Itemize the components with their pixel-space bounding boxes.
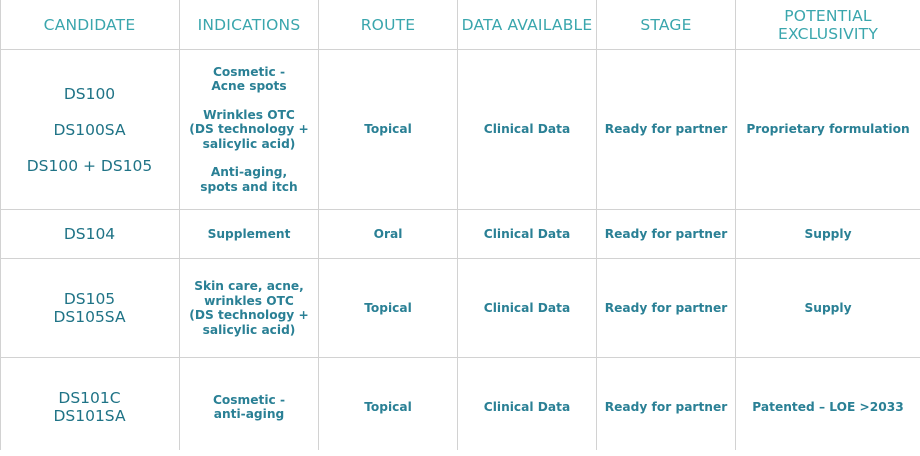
row-3-exclusivity: Supply	[804, 300, 852, 315]
indication-group	[189, 279, 308, 337]
indication-line: Anti-aging,	[210, 165, 288, 180]
row-4-candidate	[0, 358, 179, 456]
row-3-candidate	[0, 259, 179, 357]
row-3-stage: Ready for partner	[604, 300, 728, 315]
candidate-name: DS101SA	[53, 407, 126, 425]
header-potential-exclusivity: POTENTIAL EXCLUSIVITY	[777, 6, 879, 43]
candidate-name: DS105	[63, 290, 116, 308]
row-2-route: Oral	[373, 226, 403, 241]
header-stage: STAGE	[640, 15, 692, 34]
row-2-candidate	[0, 210, 179, 258]
header-candidate: CANDIDATE	[43, 15, 136, 34]
indication-line: Skin care, acne,	[194, 279, 304, 293]
row-2-indications	[180, 210, 318, 258]
indication-group	[211, 65, 286, 94]
indication-line: (DS technology +	[189, 122, 309, 137]
row-4-indications	[180, 358, 318, 456]
row-1-indications	[180, 50, 318, 209]
row-2-stage: Ready for partner	[604, 226, 728, 241]
row-3-data-available: Clinical Data	[483, 300, 571, 315]
row-4-data-available: Clinical Data	[483, 399, 571, 414]
indication-line: Supplement	[207, 226, 291, 241]
header-data-available: DATA AVAILABLE	[461, 15, 593, 34]
row-1-exclusivity: Proprietary formulation	[746, 122, 910, 137]
row-4-exclusivity: Patented – LOE >2033	[752, 399, 904, 414]
candidate-name: DS100 + DS105	[26, 156, 153, 175]
row-1-data-available: Clinical Data	[483, 122, 571, 137]
row-1-stage: Ready for partner	[604, 122, 728, 137]
indication-line: (DS technology +	[189, 308, 309, 322]
indication-line: Cosmetic -	[212, 392, 286, 407]
candidate-name: DS100	[63, 84, 116, 103]
row-4-route: Topical	[364, 399, 412, 414]
indication-line: Wrinkles OTC	[203, 107, 295, 122]
indication-group	[200, 165, 297, 194]
row-1-route: Topical	[364, 122, 412, 137]
indication-group	[189, 108, 308, 152]
indication-line: salicylic acid)	[202, 322, 296, 337]
indication-line: Acne spots	[211, 79, 287, 94]
indication-group	[213, 393, 285, 422]
row-3-route: Topical	[364, 300, 412, 315]
row-4-stage: Ready for partner	[604, 399, 728, 414]
indication-line: wrinkles OTC	[204, 293, 294, 308]
row-1-candidate	[0, 50, 179, 209]
row-3-indications	[180, 259, 318, 357]
row-2-exclusivity: Supply	[804, 226, 852, 241]
candidate-name: DS104	[63, 225, 116, 243]
candidate-name: DS105SA	[53, 308, 126, 326]
candidate-name: DS101C	[58, 389, 121, 407]
indication-line: salicylic acid)	[202, 136, 296, 151]
header-indications: INDICATIONS	[197, 15, 301, 34]
indication-line: spots and itch	[200, 179, 298, 194]
header-route: ROUTE	[360, 15, 416, 34]
row-2-data-available: Clinical Data	[483, 226, 571, 241]
indication-line: anti-aging	[213, 407, 285, 421]
candidate-name: DS100SA	[53, 120, 126, 139]
indication-line: Cosmetic -	[212, 64, 286, 79]
